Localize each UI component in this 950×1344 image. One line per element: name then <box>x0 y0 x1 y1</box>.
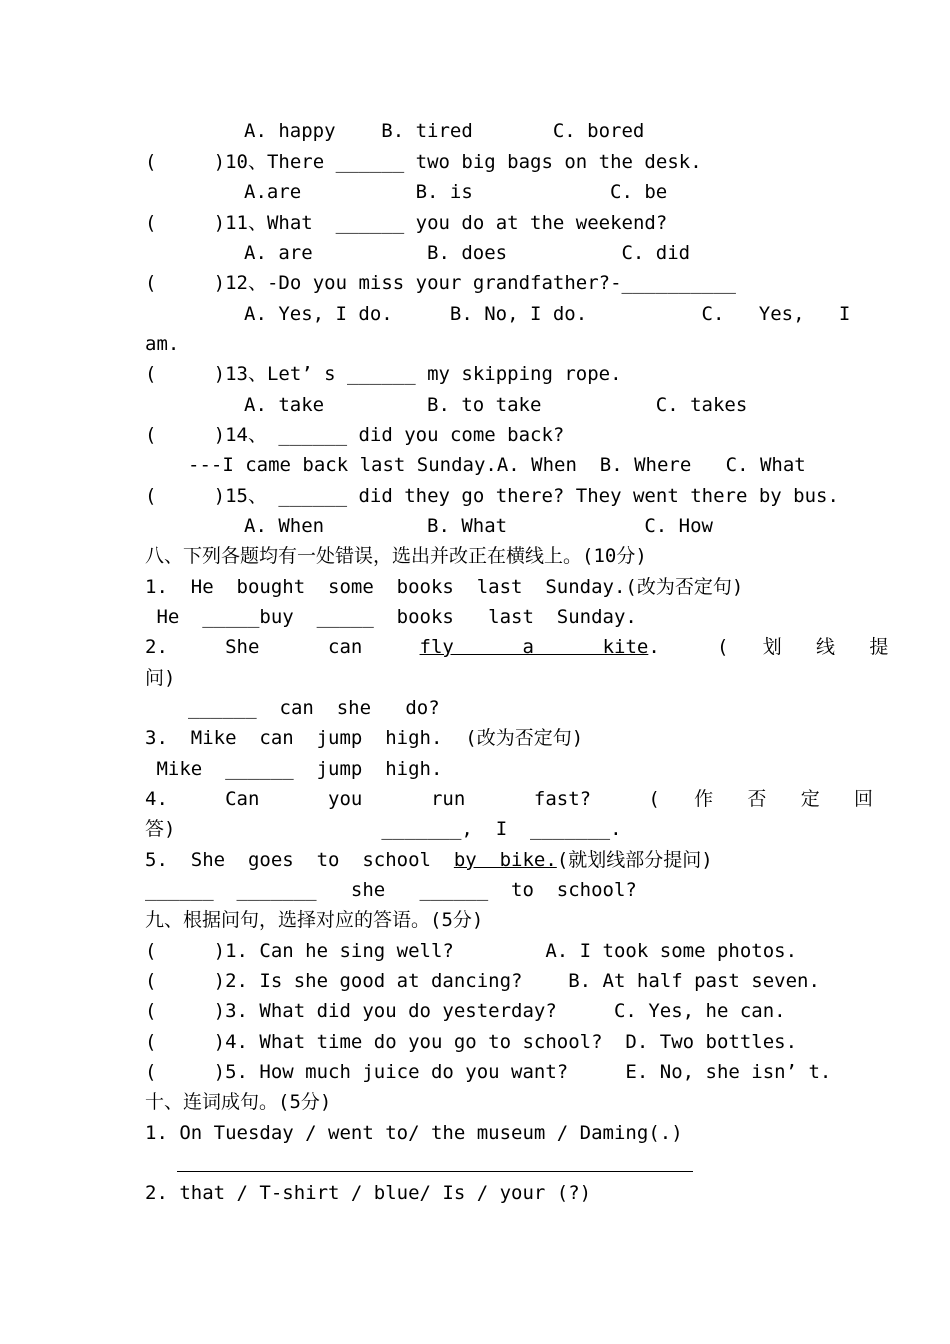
s8-item-2-underlined: fly a kite <box>419 636 649 658</box>
s8-item-2-wrap: 问) <box>145 667 176 689</box>
question-12: ( )12、-Do you miss your grandfather?-__________ <box>145 272 736 294</box>
s8-item-4-answer: 答) _______, I _______. <box>145 818 622 840</box>
s8-item-2-suffix: . ( 划 线 提 <box>648 636 889 658</box>
s9-row: ( )1. Can he sing well? A. I took some photos. <box>145 940 798 962</box>
question-12-options: A. Yes, I do. B. No, I do. C. Yes, I <box>244 303 851 325</box>
s10-item-1: 1. On Tuesday / went to/ the museum / Daming(.) <box>145 1122 683 1144</box>
s9-row: ( )3. What did you do yesterday? C. Yes, he can. <box>145 1000 786 1022</box>
s9-row: ( )4. What time do you go to school? D. Two bottles. <box>145 1031 798 1053</box>
s8-item-1-answer: He _____buy _____ books last Sunday. <box>145 606 637 628</box>
section-10-heading: 十、连词成句。(5分) <box>145 1091 332 1113</box>
question-15-options: A. When B. What C. How <box>244 515 713 537</box>
answer-line <box>177 1171 693 1172</box>
question-14: ( )14、 ______ did you come back? <box>145 424 565 446</box>
s10-item-2: 2. that / T-shirt / blue/ Is / your (?) <box>145 1182 592 1204</box>
question-15: ( )15、 ______ did they go there? They went there by bus. <box>145 485 839 507</box>
section-9-heading: 九、根据问句，选择对应的答语。(5分) <box>145 909 484 931</box>
s8-item-5 <box>145 847 713 873</box>
q9-options: A. happy B. tired C. bored <box>244 120 645 142</box>
question-11-options: A. are B. does C. did <box>244 242 691 264</box>
s8-item-2-prefix: 2. She can <box>145 636 420 658</box>
question-13: ( )13、Let’ s ______ my skipping rope. <box>145 363 622 385</box>
s8-item-2 <box>145 634 888 660</box>
question-13-options: A. take B. to take C. takes <box>244 394 748 416</box>
s8-item-5-suffix: (就划线部分提问) <box>556 849 713 871</box>
s8-item-5-answer: ______ _______ she ______ to school? <box>145 879 637 901</box>
s8-item-5-underlined: by bike. <box>453 849 557 871</box>
question-10-options: A.are B. is C. be <box>244 181 668 203</box>
s8-item-4: 4. Can you run fast? ( 作 否 定 回 <box>145 788 874 810</box>
section-8-heading: 八、下列各题均有一处错误，选出并改正在横线上。(10分) <box>145 545 647 567</box>
s8-item-1: 1. He bought some books last Sunday.(改为否定句) <box>145 576 744 598</box>
question-10: ( )10、There ______ two big bags on the desk. <box>145 151 702 173</box>
s8-item-2-answer: ______ can she do? <box>188 697 440 719</box>
s9-row: ( )2. Is she good at dancing? B. At half past seven. <box>145 970 820 992</box>
question-11: ( )11、What ______ you do at the weekend? <box>145 212 668 234</box>
s8-item-5-prefix: 5. She goes to school <box>145 849 454 871</box>
question-14-answer-line: ---I came back last Sunday.A. When B. Where C. What <box>188 454 806 476</box>
s9-row: ( )5. How much juice do you want? E. No, she isn’ t. <box>145 1061 832 1083</box>
question-12-options-wrap: am. <box>145 333 180 355</box>
s8-item-3: 3. Mike can jump high. (改为否定句) <box>145 727 584 749</box>
s8-item-3-answer: Mike ______ jump high. <box>145 758 443 780</box>
